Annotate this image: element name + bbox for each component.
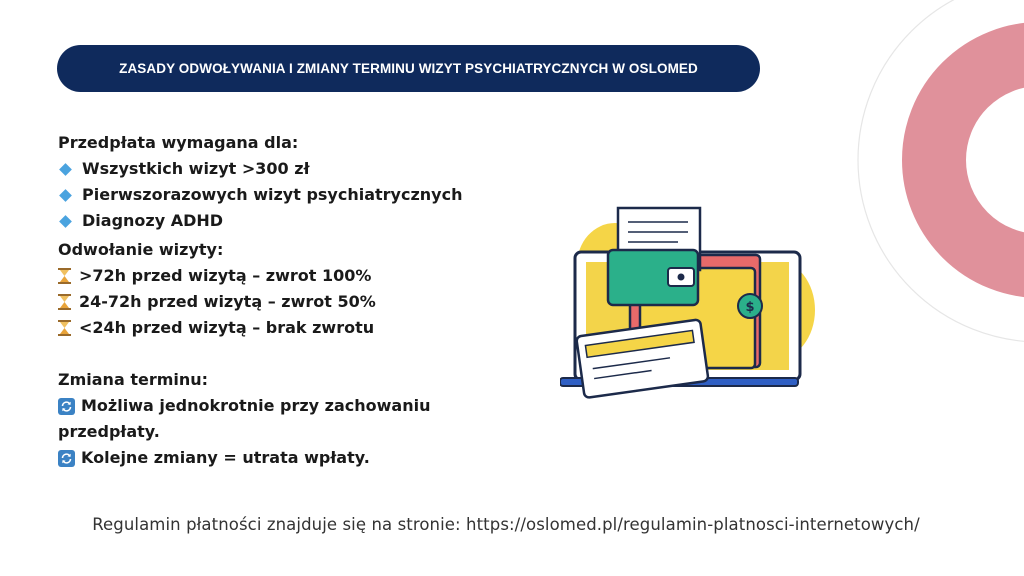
cancellation-item: 24-72h przed wizytą – zwrot 50% [79,292,376,311]
refresh-icon [58,450,75,467]
prepayment-item: Wszystkich wizyt >300 zł [82,159,310,178]
prepayment-item: Diagnozy ADHD [82,211,224,230]
list-item [58,289,528,315]
svg-text:$: $ [745,300,755,315]
reschedule-item: Kolejne zmiany = utrata wpłaty. [81,448,370,467]
cancellation-heading: Odwołanie wizyty: [58,240,224,259]
diamond-icon [59,215,72,228]
list-item [58,208,528,234]
online-payment-illustration [560,200,820,410]
prepayment-item: Pierwszorazowych wizyt psychiatrycznych [82,185,463,204]
refresh-icon [58,398,75,415]
footer-note: Regulamin płatności znajduje się na stronie: https://oslomed.pl/regulamin-platnosci-internetowych/ [92,515,920,534]
cancellation-item: >72h przed wizytą – zwrot 100% [79,266,372,285]
rules-content [58,130,528,471]
reschedule-item: Możliwa jednokrotnie przy zachowaniu [81,396,431,415]
list-item [58,263,528,289]
diamond-icon [59,189,72,202]
hourglass-icon [58,268,71,284]
page-title: ZASADY ODWOŁYWANIA I ZMIANY TERMINU WIZYT PSYCHIATRYCZNYCH W OSLOMED [119,61,698,76]
list-item [58,393,528,419]
prepayment-heading: Przedpłata wymagana dla: [58,133,299,152]
list-item [58,445,528,471]
diamond-icon [59,163,72,176]
reschedule-heading: Zmiana terminu: [58,370,209,389]
page-title-banner [57,45,760,92]
list-item [58,315,528,341]
list-item [58,182,528,208]
hourglass-icon [58,294,71,310]
list-item [58,156,528,182]
cancellation-item: <24h przed wizytą – brak zwrotu [79,318,375,337]
hourglass-icon [58,320,71,336]
reschedule-item-continuation: przedpłaty. [58,422,160,441]
